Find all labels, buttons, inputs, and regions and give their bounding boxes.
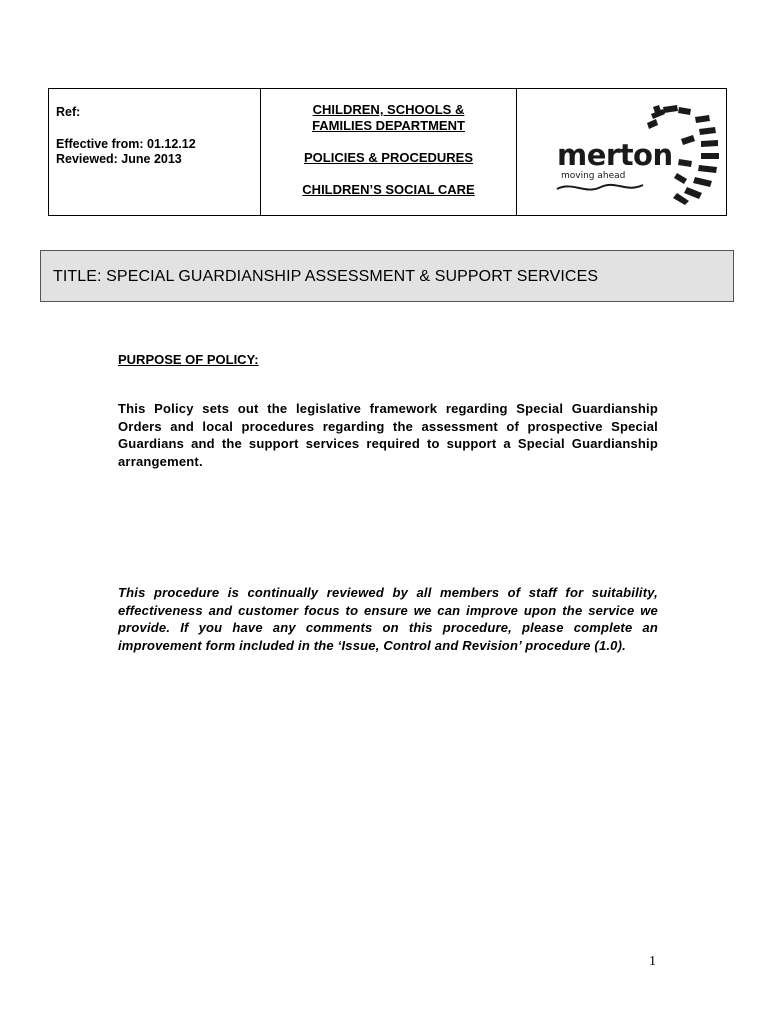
- title-box: [40, 250, 734, 302]
- logo-wordmark: merton: [557, 138, 673, 172]
- department-cell: [261, 89, 517, 215]
- ref-label: Ref:: [56, 105, 81, 119]
- merton-logo: [555, 103, 721, 207]
- logo-tagline: moving ahead: [561, 171, 626, 181]
- page-number: 1: [649, 954, 656, 969]
- document-title: TITLE: SPECIAL GUARDIANSHIP ASSESSMENT & SUPPORT SERVICES: [53, 268, 599, 285]
- purpose-heading: PURPOSE OF POLICY:: [118, 352, 259, 367]
- document-header-table: [48, 88, 727, 216]
- department-line-1: CHILDREN, SCHOOLS &: [312, 102, 465, 117]
- effective-from: Effective from: 01.12.12: [56, 137, 196, 151]
- purpose-body: This Policy sets out the legislative framework regarding Special Guardianship Orders and local procedures regarding the assessment of prospective Special Guardians and the support services required to support a Special Guardianship arrangement.: [118, 401, 658, 469]
- department-line-2: FAMILIES DEPARTMENT: [312, 118, 465, 133]
- logo-cell: [517, 89, 726, 215]
- logo-wave-icon: [557, 185, 643, 190]
- reference-cell: [49, 89, 261, 215]
- review-note: This procedure is continually reviewed by all members of staff for suitability, effectiveness and customer focus to ensure we can improve upon the service we provide. If you have any comments on this procedure, please complete an improvement form included in the ‘Issue, Control and Revision’ procedure (1.0).: [118, 585, 658, 653]
- policies-procedures-label: POLICIES & PROCEDURES: [303, 150, 474, 165]
- social-care-label: CHILDREN’S SOCIAL CARE: [302, 182, 475, 197]
- reviewed-date: Reviewed: June 2013: [56, 152, 182, 166]
